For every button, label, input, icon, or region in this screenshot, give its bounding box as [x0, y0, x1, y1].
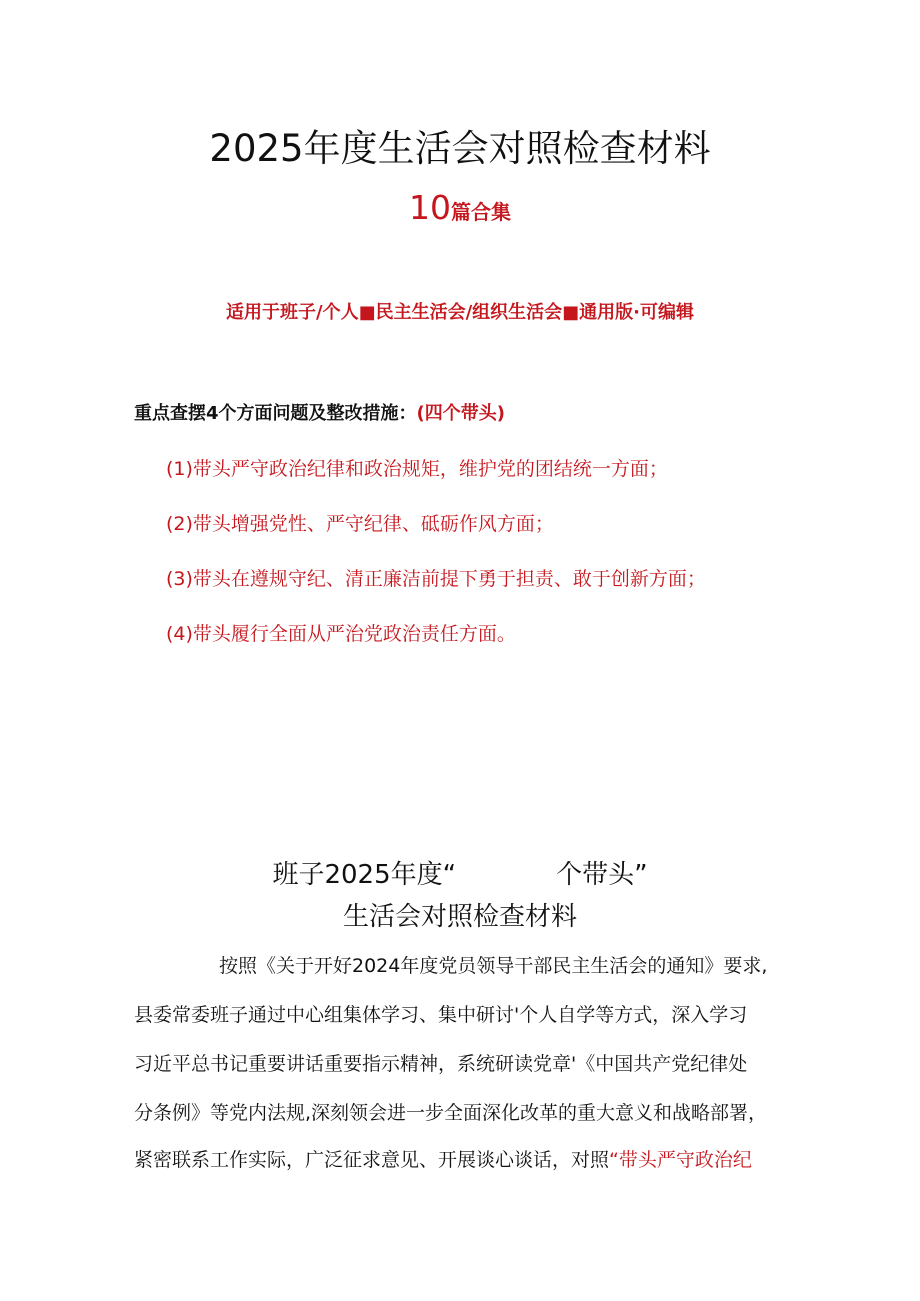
collection-count-text: 篇合集 [451, 200, 511, 224]
section-title-line2: 生活会对照检查材料 [342, 902, 577, 932]
collection-count-number: 10 [409, 188, 451, 227]
section-title-left: 班子2025年度“ [272, 860, 457, 890]
paragraph-line-text: 紧密联系工作实际，广泛征求意见、开展谈心谈话，对照 [134, 1149, 610, 1171]
paragraph-line: 按照《关于开好2024年度党员领导干部民主生活会的通知》要求, [219, 955, 768, 977]
collection-count [0, 188, 920, 227]
focus-item: (2)带头增强党性、严守纪律、砥砺作风方面； [166, 513, 554, 535]
paragraph-line: 习近平总书记重要讲话重要指示精神，系统研读党章'《中国共产党纪律处 [134, 1053, 748, 1075]
paragraph-line: 县委常委班子通过中心组集体学习、集中研讨'个人自学等方式，深入学习 [134, 1004, 748, 1026]
paragraph-line: 分条例》等党内法规,深刻领会进一步全面深化改革的重大意义和战略部署， [134, 1102, 768, 1124]
section-title-right: 个带头” [556, 860, 648, 890]
focus-item: (3)带头在遵规守纪、清正廉洁前提下勇于担责、敢于创新方面； [166, 568, 706, 590]
focus-heading-text: 重点查摆4个方面问题及整改措施： [134, 403, 417, 424]
paragraph-line [134, 1145, 752, 1172]
section-title-line1 [0, 854, 920, 891]
focus-item: (4)带头履行全面从严治党政治责任方面。 [166, 623, 516, 645]
applicable-scope: 适用于班子/个人■民主生活会/组织生活会■通用版·可编辑 [226, 302, 694, 323]
paragraph-highlight: “带头严守政治纪 [609, 1149, 752, 1171]
focus-heading-tag: (四个带头) [416, 403, 505, 424]
document-title: 2025年度生活会对照检查材料 [209, 127, 711, 170]
focus-heading [134, 399, 505, 425]
focus-item: (1)带头严守政治纪律和政治规矩，维护党的团结统一方面； [166, 458, 668, 480]
